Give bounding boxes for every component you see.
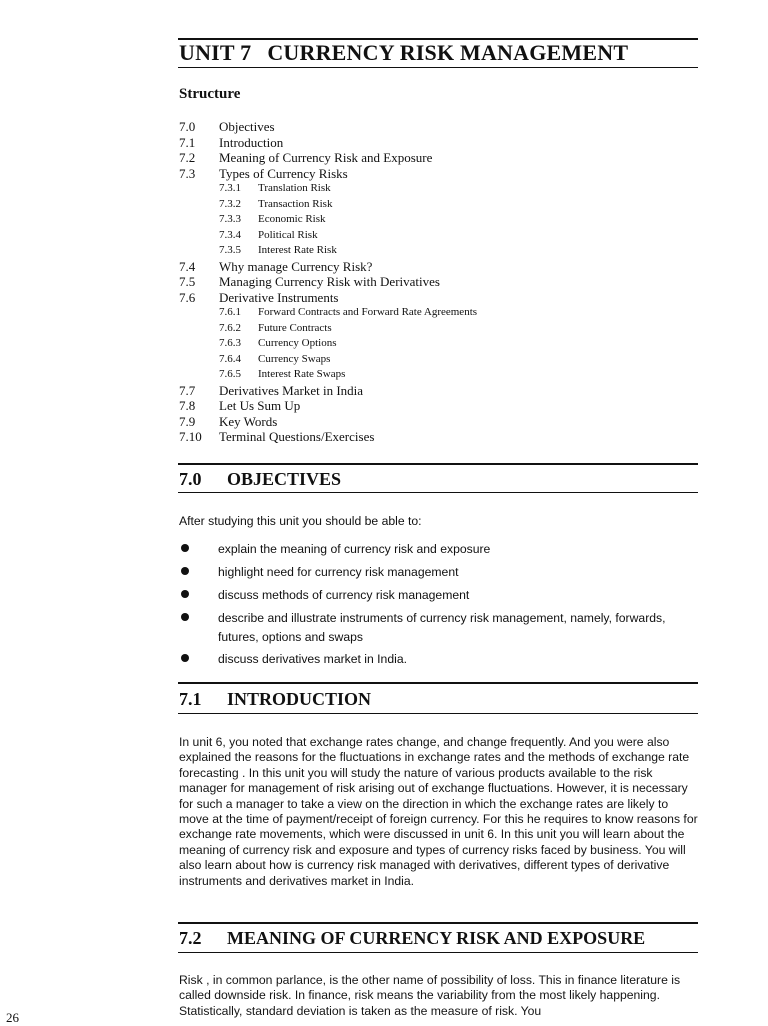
structure-item-label: Meaning of Currency Risk and Exposure xyxy=(219,150,433,165)
structure-item-number: 7.7 xyxy=(179,382,196,398)
structure-item xyxy=(179,197,699,213)
structure-item-number: 7.3.3 xyxy=(219,213,241,225)
objectives-list xyxy=(179,540,699,673)
structure-item-label: Derivative Instruments xyxy=(219,289,339,305)
objective-text: discuss methods of currency risk management xyxy=(218,588,470,602)
structure-item xyxy=(179,398,699,414)
structure-item-label: Interest Rate Swaps xyxy=(258,368,346,380)
structure-item-number: 7.3.5 xyxy=(219,244,241,256)
structure-item-number: 7.6.2 xyxy=(219,321,241,334)
structure-item-number: 7.9 xyxy=(179,413,196,429)
structure-item-label: Terminal Questions/Exercises xyxy=(219,429,375,444)
structure-item-number: 7.6.5 xyxy=(219,368,241,380)
objective-item xyxy=(179,563,699,582)
structure-item-number: 7.3.4 xyxy=(219,228,241,241)
structure-item-label: Forward Contracts and Forward Rate Agreements xyxy=(258,306,478,318)
objectives-top-rule xyxy=(178,463,698,465)
objective-item xyxy=(179,609,699,647)
structure-item xyxy=(179,352,699,368)
structure-item xyxy=(179,429,699,445)
structure-item xyxy=(179,290,699,306)
structure-item xyxy=(179,150,699,166)
structure-item-label: Economic Risk xyxy=(258,213,326,225)
objective-text: explain the meaning of currency risk and exposure xyxy=(218,542,491,556)
bullet-icon xyxy=(181,654,189,662)
structure-item-label: Translation Risk xyxy=(258,182,331,194)
meaning-heading xyxy=(179,928,699,949)
structure-item-label: Types of Currency Risks xyxy=(219,165,348,181)
structure-item-label: Managing Currency Risk with Derivatives xyxy=(219,274,440,289)
introduction-paragraph: In unit 6, you noted that exchange rates change, and change frequently. And you were also explained the reasons for the fluctuations in exchange rates and the methods of exchange rate forecasting . In this unit you will study the nature of various products available to the risk manager for management of risk arising out of exchange fluctuations. However, it is necessary for such a manager to take a view on the direction in which the exchange rates are likely to move at the time of payment/receipt of foreign currency. For this he requires to know reasons for exchange rate movements, which were discussed in unit 6. In this unit you will learn about the meaning of currency risk and exposure and types of currency risks faced by business. You will also learn about how is currency risk managed with derivatives, different types of derivative instruments and derivatives market in India. xyxy=(179,735,698,888)
structure-item-number: 7.8 xyxy=(179,398,196,413)
section-number: 7.2 xyxy=(179,928,202,948)
structure-item-label: Currency Swaps xyxy=(258,352,331,365)
structure-item-label: Interest Rate Risk xyxy=(258,244,337,256)
unit-title xyxy=(179,40,699,66)
structure-item xyxy=(179,383,699,399)
structure-item xyxy=(179,367,699,383)
objective-text: describe and illustrate instruments of currency risk management, namely, forwards, futures, options and swaps xyxy=(218,611,666,644)
structure-item xyxy=(179,274,699,290)
structure-item-number: 7.6.1 xyxy=(219,306,241,318)
structure-item-label: Introduction xyxy=(219,134,284,150)
bullet-icon xyxy=(181,590,189,598)
introduction-heading xyxy=(179,689,699,710)
structure-item xyxy=(179,305,699,321)
structure-item-label: Transaction Risk xyxy=(258,197,333,210)
structure-item-label: Currency Options xyxy=(258,337,337,349)
introduction-bottom-rule xyxy=(178,713,698,714)
structure-item-number: 7.6.3 xyxy=(219,337,241,349)
structure-item xyxy=(179,181,699,197)
structure-item-number: 7.6.4 xyxy=(219,352,241,365)
structure-item xyxy=(179,166,699,182)
objectives-lead: After studying this unit you should be able to: xyxy=(179,514,422,528)
objective-text: highlight need for currency risk management xyxy=(218,565,459,579)
structure-item xyxy=(179,228,699,244)
structure-item-label: Key Words xyxy=(219,413,278,429)
structure-item xyxy=(179,119,699,135)
structure-item-number: 7.2 xyxy=(179,150,196,165)
objectives-bottom-rule xyxy=(178,492,698,493)
structure-item-label: Objectives xyxy=(219,119,275,134)
structure-item-number: 7.10 xyxy=(179,429,202,444)
structure-item xyxy=(179,243,699,259)
section-title: INTRODUCTION xyxy=(227,689,372,709)
objective-text: discuss derivatives market in India. xyxy=(218,652,407,666)
structure-item xyxy=(179,135,699,151)
unit-title-text: CURRENCY RISK MANAGEMENT xyxy=(267,40,629,65)
meaning-top-rule xyxy=(178,922,698,924)
section-number: 7.0 xyxy=(179,469,202,489)
structure-item-label: Political Risk xyxy=(258,228,318,241)
bullet-icon xyxy=(181,613,189,621)
structure-item xyxy=(179,414,699,430)
introduction-top-rule xyxy=(178,682,698,684)
unit-number: UNIT 7 xyxy=(179,40,252,65)
structure-item-number: 7.6 xyxy=(179,289,196,305)
objective-item xyxy=(179,540,699,559)
structure-item-label: Future Contracts xyxy=(258,321,332,334)
structure-item xyxy=(179,336,699,352)
structure-item-number: 7.3 xyxy=(179,165,196,181)
structure-item-number: 7.0 xyxy=(179,119,196,134)
section-title: MEANING OF CURRENCY RISK AND EXPOSURE xyxy=(227,928,646,948)
structure-item xyxy=(179,212,699,228)
title-underline xyxy=(178,67,698,68)
structure-item xyxy=(179,259,699,275)
structure-item-number: 7.4 xyxy=(179,258,196,274)
objective-item xyxy=(179,586,699,605)
objectives-heading xyxy=(179,469,699,490)
structure-item xyxy=(179,321,699,337)
meaning-paragraph: Risk , in common parlance, is the other name of possibility of loss. This in finance literature is called downside risk. In finance, risk means the variability from the most likely happening. Statistically, standard deviation is taken as the measure of risk. You xyxy=(179,973,681,1018)
meaning-bottom-rule xyxy=(178,952,698,953)
section-number: 7.1 xyxy=(179,689,202,709)
objective-item xyxy=(179,650,699,669)
structure-item-number: 7.3.1 xyxy=(219,182,241,194)
page-number: 26 xyxy=(6,1010,19,1025)
section-title: OBJECTIVES xyxy=(227,469,342,489)
structure-item-label: Derivatives Market in India xyxy=(219,382,364,398)
structure-item-number: 7.3.2 xyxy=(219,197,241,210)
structure-item-number: 7.1 xyxy=(179,134,196,150)
structure-item-label: Let Us Sum Up xyxy=(219,398,301,413)
structure-item-label: Why manage Currency Risk? xyxy=(219,258,373,274)
structure-list xyxy=(179,119,699,445)
structure-item-number: 7.5 xyxy=(179,274,196,289)
structure-heading: Structure xyxy=(179,86,241,102)
bullet-icon xyxy=(181,544,189,552)
bullet-icon xyxy=(181,567,189,575)
